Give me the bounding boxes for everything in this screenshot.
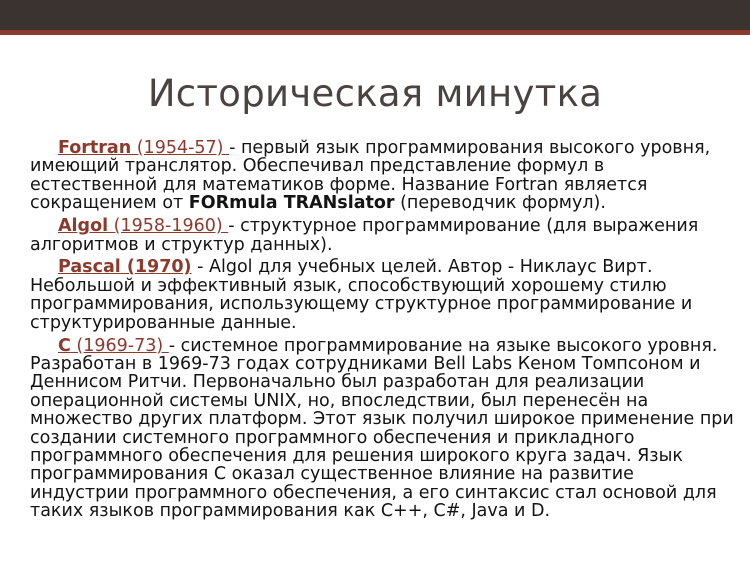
slide-title: Историческая минутка bbox=[147, 72, 603, 115]
term-fortran: Fortran (1954-57) bbox=[58, 138, 230, 158]
paragraph-fortran: Fortran (1954-57) - первый язык программирования высокого уровня, имеющий транслятор. Обеспечивал представление формул в естественной для математиков форме. Название Fortran является сокращением от FORmula TRANslator (переводчик формул). bbox=[30, 138, 711, 214]
paragraph-algol: Algol (1958-1960) - структурное программирование (для выражения алгоритмов и структур данных). bbox=[30, 216, 699, 255]
slide-body bbox=[30, 139, 736, 525]
term-algol: Algol (1958-1960) bbox=[58, 216, 229, 237]
header-band bbox=[0, 0, 750, 30]
paragraph-pascal: Pascal (1970) - Algol для учебных целей. Автор - Никлаус Вирт. Небольшой и эффективный язык, способствующий хорошему стилю программирования, использующему структурное программирование и структурированные данные. bbox=[30, 257, 693, 333]
accent-stripe bbox=[0, 30, 750, 35]
paragraph-c: C (1969-73) - системное программирование на языке высокого уровня. Разработан в 1969-73 годах сотрудниками Bell Labs Кеном Томпсоном и Деннисом Ритчи. Первоначально был разработан для реализации операционной системы UNIX, но, впоследствии, был перенесён на множество других платформ. Этот язык получил широкое применение при создании системного программного обеспечения и прикладного программного обеспечения для решения широкого круга задач. Язык программирования С оказал существенное влияние на развитие индустрии программного обеспечения, а его синтаксис стал основой для таких языков программирования как С++, C#, Java и D. bbox=[30, 335, 734, 522]
term-pascal: Pascal (1970) bbox=[58, 257, 192, 278]
term-c: C (1969-73) bbox=[58, 335, 169, 356]
bold-term: FORmula TRANslator bbox=[188, 193, 395, 214]
